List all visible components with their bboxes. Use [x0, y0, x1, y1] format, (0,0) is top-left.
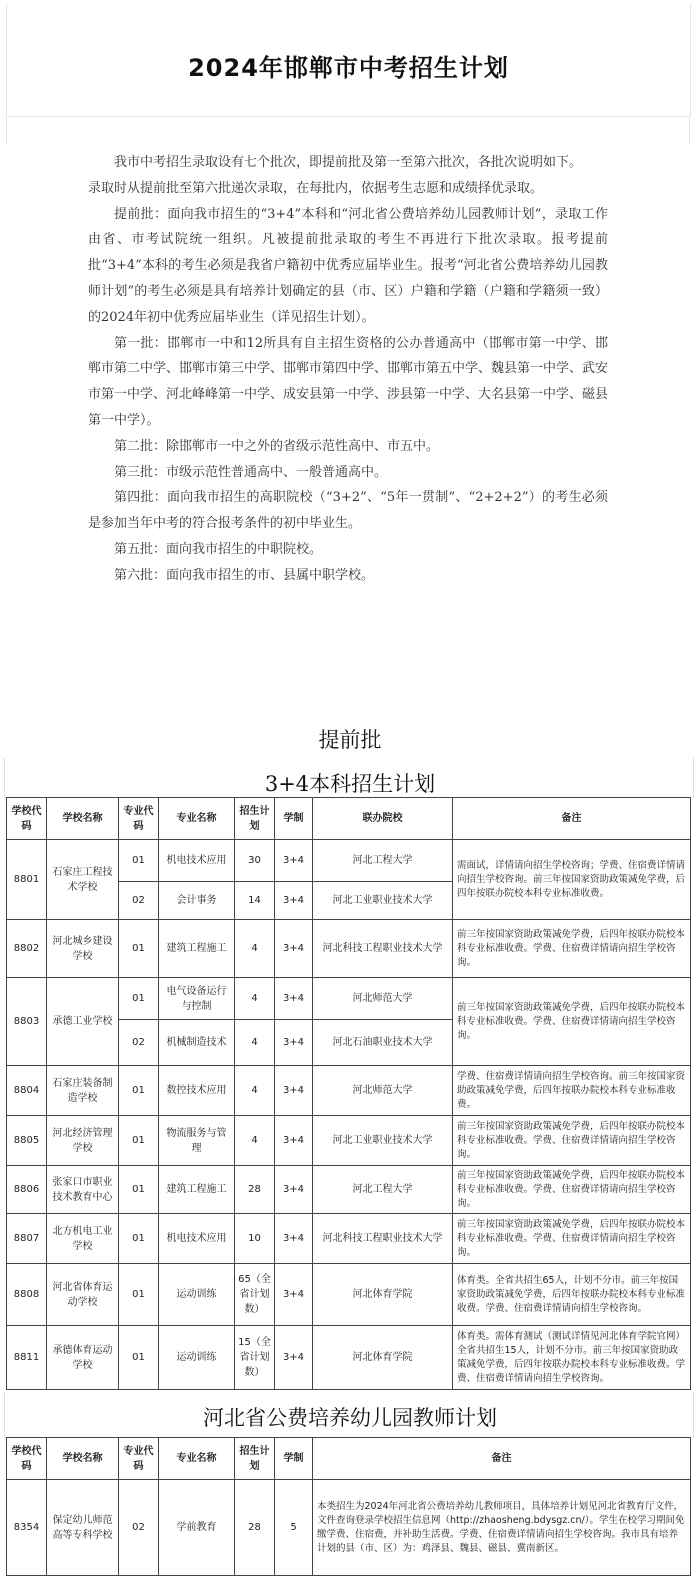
- header-system: 学制: [275, 798, 313, 840]
- school-name: 承德体育运动学校: [47, 1326, 119, 1390]
- major-name: 机电技术应用: [159, 1214, 235, 1264]
- school-code: 8811: [7, 1326, 47, 1390]
- school-name: 河北省体育运动学校: [47, 1264, 119, 1326]
- table-row: [7, 1264, 691, 1326]
- partner-school: 河北工程大学: [313, 840, 453, 882]
- major-code: 02: [119, 882, 159, 920]
- partner-school: 河北科技工程职业技术大学: [313, 920, 453, 978]
- major-name: 运动训练: [159, 1264, 235, 1326]
- divider: [6, 116, 7, 144]
- note: 前三年按国家资助政策减免学费，后四年按联办院校本科专业标准收费。学费、住宿费详情请向招生学校咨询。: [453, 1116, 691, 1166]
- header-major-code: 专业代码: [119, 1438, 159, 1480]
- school-code: 8806: [7, 1166, 47, 1214]
- major-name: 运动训练: [159, 1326, 235, 1390]
- table-row: [7, 1116, 691, 1166]
- partner-school: 河北师范大学: [313, 1066, 453, 1116]
- section-title: 提前批: [318, 728, 382, 752]
- note: 需面试，详情请向招生学校咨询；学费、住宿费详情请向招生学校咨询。前三年按国家资助政策减免学费，后四年按联办院校本科专业标准收费。: [453, 840, 691, 920]
- school-name: 北方机电工业学校: [47, 1214, 119, 1264]
- plan-count: 28: [235, 1480, 275, 1576]
- intro-paragraph: 第二批：除邯郸市一中之外的省级示范性高中、市五中。: [114, 438, 440, 454]
- school-system: 3+4: [275, 1264, 313, 1326]
- school-code: 8807: [7, 1214, 47, 1264]
- intro-paragraph: 第四批：面向我市招生的高职院校（“3+2”、“5年一贯制”、“2+2+2”）的考生必须是参加当年中考的符合报考条件的初中毕业生。: [88, 490, 608, 532]
- intro-text: [88, 150, 608, 589]
- note: 前三年按国家资助政策减免学费，后四年按联办院校本科专业标准收费。学费、住宿费详情请向招生学校咨询。: [453, 978, 691, 1066]
- school-code: 8805: [7, 1116, 47, 1166]
- major-code: 02: [119, 1020, 159, 1066]
- table2: [6, 1437, 691, 1576]
- school-system: 3+4: [275, 1326, 313, 1390]
- partner-school: 河北工程大学: [313, 1166, 453, 1214]
- school-code: 8801: [7, 840, 47, 920]
- school-system: 3+4: [275, 1066, 313, 1116]
- note: 前三年按国家资助政策减免学费，后四年按联办院校本科专业标准收费。学费、住宿费详情请向招生学校咨询。: [453, 920, 691, 978]
- major-name: 电气设备运行与控制: [159, 978, 235, 1020]
- school-code: 8802: [7, 920, 47, 978]
- major-code: 01: [119, 1264, 159, 1326]
- intro-paragraph: 第三批：市级示范性普通高中、一般普通高中。: [114, 464, 388, 480]
- partner-school: 河北工业职业技术大学: [313, 882, 453, 920]
- plan-count: 15（全省计划数）: [235, 1326, 275, 1390]
- plan-count: 65（全省计划数）: [235, 1264, 275, 1326]
- table-row: [7, 1066, 691, 1116]
- major-name: 建筑工程施工: [159, 1166, 235, 1214]
- partner-school: 河北工业职业技术大学: [313, 1116, 453, 1166]
- school-system: 3+4: [275, 920, 313, 978]
- major-name: 会计事务: [159, 882, 235, 920]
- major-code: 01: [119, 840, 159, 882]
- school-code: 8808: [7, 1264, 47, 1326]
- school-name: 保定幼儿师范高等专科学校: [47, 1480, 119, 1576]
- intro-paragraph: 第五批：面向我市招生的中职院校。: [114, 541, 323, 557]
- partner-school: 河北体育学院: [313, 1264, 453, 1326]
- school-code: 8804: [7, 1066, 47, 1116]
- title-box: [6, 4, 691, 117]
- major-code: 01: [119, 1166, 159, 1214]
- plan-count: 14: [235, 882, 275, 920]
- partner-school: 河北石油职业技术大学: [313, 1020, 453, 1066]
- school-name: 石家庄装备制造学校: [47, 1066, 119, 1116]
- intro-paragraph: 第六批：面向我市招生的市、县属中职学校。: [114, 567, 375, 583]
- intro-paragraph: 我市中考招生录取设有七个批次，即提前批及第一至第六批次，各批次说明如下。: [114, 155, 583, 170]
- header-school-code: 学校代码: [7, 798, 47, 840]
- header-partner: 联办院校: [313, 798, 453, 840]
- table-row: [7, 840, 691, 882]
- note: 前三年按国家资助政策减免学费，后四年按联办院校本科专业标准收费。学费、住宿费详情请向招生学校咨询。: [453, 1166, 691, 1214]
- header-plan: 招生计划: [235, 1438, 275, 1480]
- major-code: 01: [119, 1214, 159, 1264]
- school-code: 8803: [7, 978, 47, 1066]
- header-system: 学制: [275, 1438, 313, 1480]
- major-name: 机电技术应用: [159, 840, 235, 882]
- plan-count: 28: [235, 1166, 275, 1214]
- table2-header-row: [7, 1438, 691, 1480]
- plan-count: 4: [235, 978, 275, 1020]
- major-name: 机械制造技术: [159, 1020, 235, 1066]
- table1: [6, 797, 691, 1390]
- school-system: 3+4: [275, 1214, 313, 1264]
- major-name: 学前教育: [159, 1480, 235, 1576]
- school-code: 8354: [7, 1480, 47, 1576]
- table-row: [7, 1166, 691, 1214]
- school-system: 3+4: [275, 978, 313, 1020]
- intro-paragraph: 提前批：面向我市招生的“3+4”本科和“河北省公费培养幼儿园教师计划”，录取工作由省、市考试院统一组织。凡被提前批录取的考生不再进行下批次录取。报考提前批“3+4”本科的考生必须是我省户籍初中优秀应届毕业生。报考“河北省公费培养幼儿园教师计划”的考生必须是具有培养计划确定的县（市、区）户籍和学籍（户籍和学籍须一致）的2024年初中优秀应届毕业生（详见招生计划）。: [88, 206, 608, 325]
- table-row: [7, 920, 691, 978]
- note: 前三年按国家资助政策减免学费，后四年按联办院校本科专业标准收费。学费、住宿费详情请向招生学校咨询。: [453, 1214, 691, 1264]
- plan-count: 4: [235, 1020, 275, 1066]
- partner-school: 河北师范大学: [313, 978, 453, 1020]
- school-name: 河北城乡建设学校: [47, 920, 119, 978]
- major-name: 数控技术应用: [159, 1066, 235, 1116]
- table-row: [7, 1214, 691, 1264]
- school-system: 3+4: [275, 882, 313, 920]
- school-name: 河北经济管理学校: [47, 1116, 119, 1166]
- table1-title: 3+4本科招生计划: [264, 772, 436, 796]
- school-name: 石家庄工程技术学校: [47, 840, 119, 920]
- school-system: 5: [275, 1480, 313, 1576]
- header-school-name: 学校名称: [47, 1438, 119, 1480]
- major-code: 01: [119, 1326, 159, 1390]
- note: 体育类。需体育测试（测试详情见河北体育学院官网）全省共招生15人，计划不分市。前三年按国家资助政策减免学费，后四年按联办院校本科专业标准收费。学费、住宿费详情请向招生学校咨询。: [453, 1326, 691, 1390]
- plan-count: 4: [235, 1116, 275, 1166]
- header-plan: 招生计划: [235, 798, 275, 840]
- header-major-code: 专业代码: [119, 798, 159, 840]
- school-name: 承德工业学校: [47, 978, 119, 1066]
- partner-school: 河北科技工程职业技术大学: [313, 1214, 453, 1264]
- intro-paragraph: 第一批：邯郸市一中和12所具有自主招生资格的公办普通高中（邯郸市第一中学、邯郸市第二中学、邯郸市第三中学、邯郸市第四中学、邯郸市第五中学、魏县第一中学、武安市第一中学、河北峰峰第一中学、成安县第一中学、涉县第一中学、大名县第一中学、磁县第一中学）。: [88, 335, 609, 428]
- partner-school: 河北体育学院: [313, 1326, 453, 1390]
- major-code: 01: [119, 1116, 159, 1166]
- plan-count: 4: [235, 1066, 275, 1116]
- table2-title: 河北省公费培养幼儿园教师计划: [203, 1406, 497, 1430]
- table-row: [7, 1326, 691, 1390]
- document-title: 2024年邯郸市中考招生计划: [188, 54, 509, 82]
- table-row: [7, 978, 691, 1020]
- school-system: 3+4: [275, 1020, 313, 1066]
- major-name: 物流服务与管理: [159, 1116, 235, 1166]
- divider: [689, 116, 690, 144]
- header-major-name: 专业名称: [159, 798, 235, 840]
- header-major-name: 专业名称: [159, 1438, 235, 1480]
- school-system: 3+4: [275, 840, 313, 882]
- note: 本类招生为2024年河北省公费培养幼儿教师项目，具体培养计划见河北省教育厅文件，文件查询登录学校招生信息网（http://zhaosheng.bdysgz.cn/）。学生在校学习期间免缴学费、住宿费，并补助生活费。学费、住宿费详情请向招生学校咨询。我市具有培养计划的县（市、区）为：鸡泽县、魏县、磁县、冀南新区。: [313, 1480, 691, 1576]
- school-name: 张家口市职业技术教育中心: [47, 1166, 119, 1214]
- note: 体育类。全省共招生65人，计划不分市。前三年按国家资助政策减免学费，后四年按联办院校本科专业标准收费。学费、住宿费详情请向招生学校咨询。: [453, 1264, 691, 1326]
- major-code: 01: [119, 978, 159, 1020]
- header-note: 备注: [313, 1438, 691, 1480]
- note: 学费、住宿费详情请向招生学校咨询。前三年按国家资助政策减免学费，后四年按联办院校本科专业标准收费。: [453, 1066, 691, 1116]
- major-code: 01: [119, 1066, 159, 1116]
- header-school-name: 学校名称: [47, 798, 119, 840]
- table1-header-row: [7, 798, 691, 840]
- table1-body: [7, 840, 691, 1390]
- intro-paragraph: 录取时从提前批至第六批递次录取，在每批内，依据考生志愿和成绩择优录取。: [88, 180, 544, 196]
- major-name: 建筑工程施工: [159, 920, 235, 978]
- plan-count: 4: [235, 920, 275, 978]
- header-note: 备注: [453, 798, 691, 840]
- school-system: 3+4: [275, 1166, 313, 1214]
- plan-count: 30: [235, 840, 275, 882]
- table-row: [7, 1480, 691, 1576]
- major-code: 02: [119, 1480, 159, 1576]
- plan-count: 10: [235, 1214, 275, 1264]
- header-school-code: 学校代码: [7, 1438, 47, 1480]
- school-system: 3+4: [275, 1116, 313, 1166]
- major-code: 01: [119, 920, 159, 978]
